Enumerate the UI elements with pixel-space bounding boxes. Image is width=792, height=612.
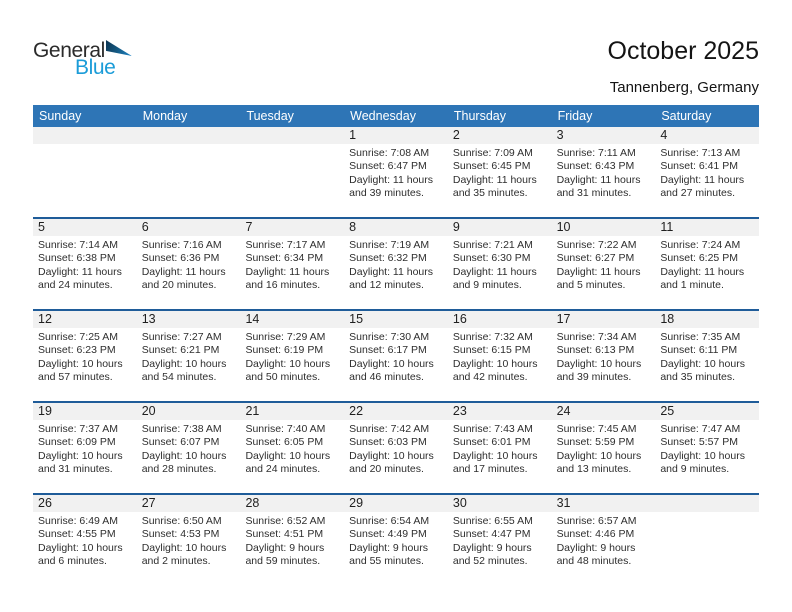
day-cell	[552, 127, 656, 217]
sunrise-text: Sunrise: 7:08 AM	[349, 147, 430, 159]
day-number: 7	[240, 219, 344, 236]
day-cell	[137, 219, 241, 309]
day-cell	[655, 311, 759, 401]
daylight-text: Daylight: 10 hours	[556, 449, 642, 462]
daylight-text-cont: and 9 minutes.	[452, 278, 522, 291]
day-details	[137, 328, 241, 384]
day-cell	[344, 127, 448, 217]
daylight-text: Daylight: 10 hours	[38, 449, 123, 462]
daylight-text: Daylight: 11 hours	[452, 173, 537, 186]
empty-day-cell	[33, 127, 137, 217]
day-details	[552, 328, 656, 384]
day-number: 27	[137, 495, 241, 512]
day-number: 29	[344, 495, 448, 512]
weekday-label: Friday	[557, 109, 593, 123]
daylight-text-cont: and 31 minutes.	[38, 462, 113, 475]
day-cell	[344, 311, 448, 401]
sunset-text: Sunset: 6:15 PM	[452, 344, 531, 357]
day-cell	[448, 219, 552, 309]
day-number: 24	[552, 403, 656, 420]
daylight-text: Daylight: 11 hours	[556, 173, 641, 186]
day-number: 14	[240, 311, 344, 328]
sunset-text: Sunset: 6:13 PM	[556, 344, 635, 357]
sunset-text: Sunset: 6:43 PM	[556, 160, 635, 173]
logo-general-text: General	[33, 39, 105, 62]
day-cell	[240, 311, 344, 401]
sunset-text: Sunset: 6:25 PM	[660, 252, 738, 265]
sunset-text: Sunset: 6:07 PM	[141, 436, 220, 449]
week-row	[33, 127, 759, 217]
daylight-text: Daylight: 10 hours	[660, 449, 745, 462]
daylight-text: Daylight: 11 hours	[556, 265, 641, 278]
day-cell	[552, 403, 656, 493]
sunset-text: Sunset: 6:47 PM	[349, 160, 427, 173]
day-cell	[655, 127, 759, 217]
day-number: 17	[552, 311, 656, 328]
day-number: 2	[448, 127, 552, 144]
day-details	[655, 328, 759, 384]
day-details	[240, 236, 344, 292]
day-cell	[137, 403, 241, 493]
daylight-text: Daylight: 10 hours	[349, 357, 434, 370]
day-cell	[240, 403, 344, 493]
sunrise-text: Sunrise: 6:50 AM	[141, 515, 222, 527]
page-title: October 2025	[607, 37, 759, 65]
day-details	[33, 420, 137, 476]
day-number: 4	[655, 127, 759, 144]
sunset-text: Sunset: 6:36 PM	[141, 252, 220, 265]
sunrise-text: Sunrise: 7:40 AM	[245, 423, 326, 435]
day-details	[33, 328, 137, 384]
day-number: 28	[240, 495, 344, 512]
daylight-text-cont: and 59 minutes.	[245, 554, 321, 567]
day-cell	[137, 495, 241, 585]
daylight-text: Daylight: 10 hours	[38, 357, 123, 370]
sunset-text: Sunset: 6:45 PM	[452, 160, 531, 173]
daylight-text-cont: and 35 minutes.	[660, 370, 736, 383]
daylight-text-cont: and 48 minutes.	[556, 554, 632, 567]
sunrise-text: Sunrise: 7:14 AM	[38, 239, 118, 251]
sunrise-text: Sunrise: 7:22 AM	[556, 239, 637, 251]
sunset-text: Sunset: 4:53 PM	[141, 528, 220, 541]
sunset-text: Sunset: 6:21 PM	[141, 344, 220, 357]
day-cell	[137, 311, 241, 401]
sunset-text: Sunset: 6:11 PM	[660, 344, 738, 357]
daylight-text: Daylight: 9 hours	[452, 541, 532, 554]
day-cell	[33, 219, 137, 309]
day-number: 15	[344, 311, 448, 328]
daylight-text-cont: and 24 minutes.	[245, 462, 321, 475]
sunrise-text: Sunrise: 7:37 AM	[38, 423, 118, 435]
day-details	[552, 144, 656, 200]
week-row	[33, 309, 759, 401]
daylight-text: Daylight: 10 hours	[452, 449, 538, 462]
sunset-text: Sunset: 6:34 PM	[245, 252, 324, 265]
daylight-text-cont: and 57 minutes.	[38, 370, 113, 383]
daylight-text: Daylight: 10 hours	[141, 449, 227, 462]
week-row	[33, 493, 759, 585]
empty-day-cell	[137, 127, 241, 217]
day-number	[655, 495, 759, 512]
sunrise-text: Sunrise: 7:32 AM	[452, 331, 533, 343]
day-details	[137, 512, 241, 568]
sunrise-text: Sunrise: 7:11 AM	[556, 147, 636, 159]
weekday-label: Thursday	[453, 109, 506, 123]
day-details	[655, 236, 759, 292]
sunset-text: Sunset: 6:19 PM	[245, 344, 324, 357]
daylight-text-cont: and 6 minutes.	[38, 554, 107, 567]
day-number: 23	[448, 403, 552, 420]
sunset-text: Sunset: 5:57 PM	[660, 436, 738, 449]
sunrise-text: Sunrise: 7:47 AM	[660, 423, 741, 435]
day-number: 6	[137, 219, 241, 236]
daylight-text: Daylight: 10 hours	[141, 541, 227, 554]
day-details	[240, 328, 344, 384]
weekday-header-row	[33, 105, 759, 127]
daylight-text-cont: and 27 minutes.	[660, 186, 736, 199]
sunset-text: Sunset: 6:30 PM	[452, 252, 531, 265]
day-cell	[344, 495, 448, 585]
sunrise-text: Sunrise: 6:49 AM	[38, 515, 118, 527]
day-cell	[240, 495, 344, 585]
sunrise-text: Sunrise: 7:42 AM	[349, 423, 430, 435]
day-cell	[448, 403, 552, 493]
sunset-text: Sunset: 6:27 PM	[556, 252, 635, 265]
daylight-text-cont: and 1 minute.	[660, 278, 724, 291]
sunrise-text: Sunrise: 7:45 AM	[556, 423, 637, 435]
sunrise-text: Sunrise: 6:55 AM	[452, 515, 533, 527]
day-number: 19	[33, 403, 137, 420]
day-number: 1	[344, 127, 448, 144]
daylight-text: Daylight: 11 hours	[349, 173, 434, 186]
daylight-text: Daylight: 10 hours	[556, 357, 642, 370]
day-number: 12	[33, 311, 137, 328]
daylight-text: Daylight: 11 hours	[660, 173, 745, 186]
calendar-table	[33, 105, 759, 585]
daylight-text-cont: and 54 minutes.	[141, 370, 217, 383]
sunrise-text: Sunrise: 7:09 AM	[452, 147, 533, 159]
sunset-text: Sunset: 6:32 PM	[349, 252, 427, 265]
sunset-text: Sunset: 4:49 PM	[349, 528, 427, 541]
sunset-text: Sunset: 6:38 PM	[38, 252, 116, 265]
sunset-text: Sunset: 4:55 PM	[38, 528, 116, 541]
daylight-text: Daylight: 10 hours	[660, 357, 745, 370]
day-cell	[552, 219, 656, 309]
sunset-text: Sunset: 6:01 PM	[452, 436, 531, 449]
daylight-text-cont: and 2 minutes.	[141, 554, 211, 567]
sunset-text: Sunset: 6:03 PM	[349, 436, 427, 449]
daylight-text-cont: and 52 minutes.	[452, 554, 528, 567]
daylight-text-cont: and 42 minutes.	[452, 370, 528, 383]
sunrise-text: Sunrise: 7:21 AM	[452, 239, 533, 251]
daylight-text-cont: and 13 minutes.	[556, 462, 632, 475]
daylight-text: Daylight: 10 hours	[245, 449, 331, 462]
daylight-text-cont: and 17 minutes.	[452, 462, 528, 475]
sunset-text: Sunset: 5:59 PM	[556, 436, 635, 449]
general-blue-logo	[33, 40, 132, 78]
sunrise-text: Sunrise: 7:35 AM	[660, 331, 741, 343]
day-details	[448, 236, 552, 292]
sunset-text: Sunset: 6:23 PM	[38, 344, 116, 357]
day-number: 30	[448, 495, 552, 512]
day-number: 21	[240, 403, 344, 420]
day-cell	[240, 219, 344, 309]
day-number	[33, 127, 137, 144]
daylight-text: Daylight: 11 hours	[141, 265, 226, 278]
daylight-text-cont: and 39 minutes.	[349, 186, 424, 199]
day-details	[448, 420, 552, 476]
sunrise-text: Sunrise: 7:29 AM	[245, 331, 326, 343]
weekday-label: Monday	[142, 109, 188, 123]
logo-triangle-icon	[106, 40, 132, 56]
day-details	[655, 420, 759, 476]
sunset-text: Sunset: 6:17 PM	[349, 344, 427, 357]
day-cell	[448, 127, 552, 217]
day-details	[448, 328, 552, 384]
daylight-text-cont: and 16 minutes.	[245, 278, 321, 291]
day-number: 26	[33, 495, 137, 512]
sunset-text: Sunset: 6:09 PM	[38, 436, 116, 449]
sunset-text: Sunset: 4:51 PM	[245, 528, 324, 541]
day-details	[448, 144, 552, 200]
daylight-text: Daylight: 11 hours	[452, 265, 537, 278]
empty-day-cell	[240, 127, 344, 217]
day-number: 20	[137, 403, 241, 420]
day-details	[552, 236, 656, 292]
daylight-text-cont: and 31 minutes.	[556, 186, 632, 199]
calendar-grid	[33, 127, 759, 585]
sunset-text: Sunset: 4:47 PM	[452, 528, 531, 541]
daylight-text-cont: and 55 minutes.	[349, 554, 424, 567]
daylight-text: Daylight: 9 hours	[349, 541, 428, 554]
day-cell	[655, 219, 759, 309]
sunrise-text: Sunrise: 7:25 AM	[38, 331, 118, 343]
day-number	[240, 127, 344, 144]
sunrise-text: Sunrise: 7:24 AM	[660, 239, 741, 251]
weekday-label: Saturday	[661, 109, 712, 123]
sunrise-text: Sunrise: 6:52 AM	[245, 515, 326, 527]
daylight-text: Daylight: 11 hours	[38, 265, 122, 278]
sunrise-text: Sunrise: 7:43 AM	[452, 423, 533, 435]
day-number: 8	[344, 219, 448, 236]
daylight-text: Daylight: 10 hours	[349, 449, 434, 462]
day-number: 3	[552, 127, 656, 144]
day-number: 18	[655, 311, 759, 328]
week-row	[33, 217, 759, 309]
daylight-text: Daylight: 9 hours	[556, 541, 636, 554]
daylight-text-cont: and 20 minutes.	[141, 278, 217, 291]
daylight-text: Daylight: 10 hours	[38, 541, 123, 554]
day-details	[344, 144, 448, 200]
day-details	[240, 512, 344, 568]
daylight-text-cont: and 24 minutes.	[38, 278, 113, 291]
sunrise-text: Sunrise: 7:19 AM	[349, 239, 430, 251]
page-subtitle: Tannenberg, Germany	[609, 78, 759, 96]
day-cell	[33, 403, 137, 493]
day-number: 25	[655, 403, 759, 420]
day-cell	[33, 311, 137, 401]
day-details	[344, 512, 448, 568]
daylight-text-cont: and 50 minutes.	[245, 370, 321, 383]
day-cell	[552, 311, 656, 401]
sunrise-text: Sunrise: 7:16 AM	[141, 239, 222, 251]
day-details	[552, 512, 656, 568]
daylight-text-cont: and 39 minutes.	[556, 370, 632, 383]
day-cell	[448, 495, 552, 585]
day-details	[33, 512, 137, 568]
day-cell	[655, 403, 759, 493]
weekday-label: Tuesday	[246, 109, 294, 123]
daylight-text: Daylight: 9 hours	[245, 541, 325, 554]
daylight-text: Daylight: 10 hours	[141, 357, 227, 370]
day-details	[344, 420, 448, 476]
daylight-text: Daylight: 11 hours	[660, 265, 745, 278]
daylight-text-cont: and 28 minutes.	[141, 462, 217, 475]
daylight-text: Daylight: 11 hours	[349, 265, 434, 278]
day-details	[552, 420, 656, 476]
sunset-text: Sunset: 6:41 PM	[660, 160, 738, 173]
sunrise-text: Sunrise: 7:27 AM	[141, 331, 222, 343]
day-details	[240, 420, 344, 476]
day-number: 10	[552, 219, 656, 236]
day-number: 22	[344, 403, 448, 420]
day-cell	[344, 403, 448, 493]
day-number: 5	[33, 219, 137, 236]
day-details	[448, 512, 552, 568]
day-cell	[344, 219, 448, 309]
day-number: 9	[448, 219, 552, 236]
day-details	[655, 144, 759, 200]
day-cell	[552, 495, 656, 585]
daylight-text-cont: and 9 minutes.	[660, 462, 730, 475]
weekday-label: Sunday	[39, 109, 82, 123]
day-details	[344, 328, 448, 384]
sunrise-text: Sunrise: 7:13 AM	[660, 147, 741, 159]
daylight-text-cont: and 20 minutes.	[349, 462, 424, 475]
daylight-text: Daylight: 10 hours	[452, 357, 538, 370]
empty-day-cell	[655, 495, 759, 585]
daylight-text-cont: and 35 minutes.	[452, 186, 528, 199]
sunset-text: Sunset: 4:46 PM	[556, 528, 635, 541]
daylight-text: Daylight: 10 hours	[245, 357, 331, 370]
day-cell	[33, 495, 137, 585]
day-details	[33, 236, 137, 292]
daylight-text-cont: and 5 minutes.	[556, 278, 626, 291]
day-number: 11	[655, 219, 759, 236]
day-details	[137, 420, 241, 476]
sunrise-text: Sunrise: 7:34 AM	[556, 331, 637, 343]
week-row	[33, 401, 759, 493]
title-block	[608, 38, 760, 96]
daylight-text-cont: and 12 minutes.	[349, 278, 424, 291]
sunrise-text: Sunrise: 6:57 AM	[556, 515, 637, 527]
day-number: 31	[552, 495, 656, 512]
weekday-label: Wednesday	[350, 109, 416, 123]
sunrise-text: Sunrise: 7:38 AM	[141, 423, 222, 435]
sunset-text: Sunset: 6:05 PM	[245, 436, 324, 449]
day-details	[344, 236, 448, 292]
daylight-text: Daylight: 11 hours	[245, 265, 330, 278]
sunrise-text: Sunrise: 6:54 AM	[349, 515, 430, 527]
sunrise-text: Sunrise: 7:30 AM	[349, 331, 430, 343]
day-cell	[448, 311, 552, 401]
daylight-text-cont: and 46 minutes.	[349, 370, 424, 383]
logo-word-blue: Blue	[75, 56, 116, 79]
day-number	[137, 127, 241, 144]
day-number: 13	[137, 311, 241, 328]
sunrise-text: Sunrise: 7:17 AM	[245, 239, 326, 251]
day-number: 16	[448, 311, 552, 328]
day-details	[137, 236, 241, 292]
